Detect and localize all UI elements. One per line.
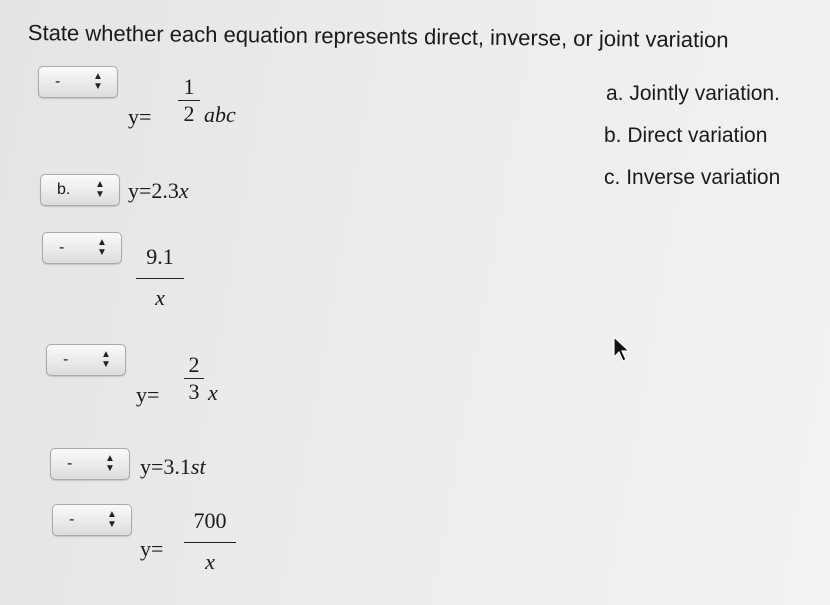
select-value: -: [67, 455, 73, 472]
equation-2-lhs: y=2.3: [128, 178, 179, 203]
equation-1-fraction: [178, 74, 200, 127]
equation-6-denominator: x: [205, 549, 215, 574]
equation-3-denominator: x: [155, 285, 165, 310]
equation-6-numerator: 700: [193, 508, 227, 533]
question-prompt: State whether each equation represents direct, inverse, or joint variation: [27, 20, 729, 53]
up-down-arrows-icon: ▲ ▼: [105, 453, 115, 474]
equation-4-denominator: 3: [188, 379, 200, 404]
up-down-arrows-icon: ▲ ▼: [97, 237, 107, 258]
equation-4-numerator: 2: [188, 352, 200, 377]
select-value: -: [59, 239, 65, 256]
up-down-arrows-icon: ▲ ▼: [95, 179, 105, 200]
choice-c: [604, 166, 780, 190]
select-value: b.: [57, 181, 71, 198]
equation-2-var: x: [178, 178, 189, 203]
choice-b-text: Direct variation: [627, 124, 768, 147]
choice-b-letter: b.: [604, 124, 622, 147]
equation-4-lhs: y=: [136, 382, 160, 407]
answer-select-2[interactable]: [40, 174, 120, 206]
select-value: -: [63, 351, 69, 368]
answer-select-6[interactable]: [52, 504, 132, 536]
up-down-arrows-icon: ▲ ▼: [93, 71, 103, 92]
answer-select-5[interactable]: [50, 448, 130, 480]
equation-1-lhs: y=: [128, 104, 152, 129]
equation-3-fraction: [136, 244, 184, 311]
choice-c-text: Inverse variation: [626, 166, 781, 189]
up-down-arrows-icon: ▲ ▼: [101, 349, 111, 370]
answer-select-3[interactable]: [42, 232, 122, 264]
up-down-arrows-icon: ▲ ▼: [107, 509, 117, 530]
equation-1-numerator: 1: [183, 74, 195, 99]
equation-5-lhs: y=3.1: [140, 454, 191, 479]
equation-6-fraction: [184, 508, 236, 575]
equation-5-var: st: [190, 454, 206, 479]
choice-a: [606, 82, 780, 106]
equation-4-rhs: x: [208, 380, 218, 405]
select-value: -: [69, 511, 75, 528]
equation-3-numerator: 9.1: [146, 244, 174, 269]
answer-select-4[interactable]: [46, 344, 126, 376]
equation-6-lhs: y=: [140, 536, 164, 561]
choice-c-letter: c.: [604, 166, 621, 189]
equation-2: [128, 178, 189, 204]
select-value: -: [55, 73, 61, 90]
choice-a-letter: a.: [606, 82, 624, 105]
mouse-pointer-icon: [612, 335, 632, 363]
equation-4-fraction: [184, 352, 204, 405]
equation-1-denominator: 2: [183, 101, 195, 126]
answer-select-1[interactable]: [38, 66, 118, 98]
equation-1-rhs: abc: [204, 102, 236, 127]
choice-a-text: Jointly variation.: [629, 82, 780, 105]
equation-5: [140, 454, 206, 480]
choice-b: [604, 124, 767, 148]
